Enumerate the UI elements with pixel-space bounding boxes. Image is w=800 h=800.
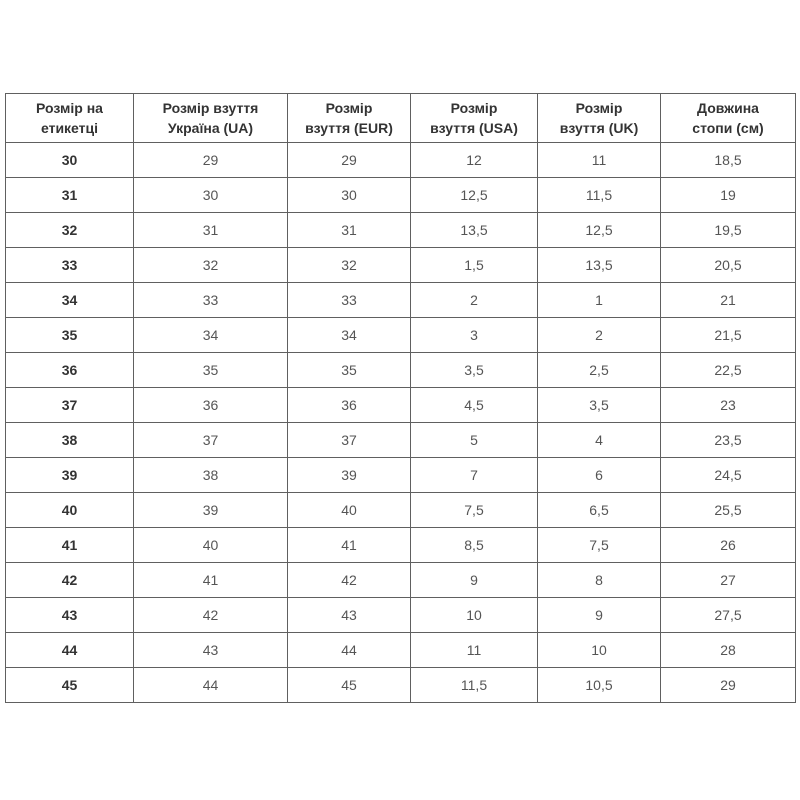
table-cell: 38 [134, 458, 288, 493]
label-size-cell: 40 [6, 493, 134, 528]
table-row [6, 388, 796, 423]
table-cell: 12,5 [411, 178, 538, 213]
table-cell: 4 [538, 423, 661, 458]
table-cell: 13,5 [538, 248, 661, 283]
label-size-cell: 38 [6, 423, 134, 458]
table-cell: 3 [411, 318, 538, 353]
header-cell-foot-length [661, 94, 796, 143]
table-row [6, 283, 796, 318]
table-body [6, 143, 796, 703]
table-cell: 44 [134, 668, 288, 703]
header-row [6, 94, 796, 143]
table-row [6, 143, 796, 178]
table-row [6, 423, 796, 458]
header-line: Розмір [575, 99, 623, 116]
table-cell: 35 [134, 353, 288, 388]
table-row [6, 318, 796, 353]
table-cell: 21,5 [661, 318, 796, 353]
label-size-cell: 35 [6, 318, 134, 353]
label-size-cell: 34 [6, 283, 134, 318]
table-cell: 11 [411, 633, 538, 668]
table-cell: 7 [411, 458, 538, 493]
table-cell: 6,5 [538, 493, 661, 528]
header-line: Довжина [697, 99, 759, 116]
table-cell: 31 [288, 213, 411, 248]
label-size-cell: 31 [6, 178, 134, 213]
table-row [6, 178, 796, 213]
table-cell: 21 [661, 283, 796, 318]
table-cell: 29 [661, 668, 796, 703]
label-size-cell: 42 [6, 563, 134, 598]
table-cell: 8,5 [411, 528, 538, 563]
table-cell: 20,5 [661, 248, 796, 283]
table-cell: 11,5 [538, 178, 661, 213]
header-cell-eur-size [288, 94, 411, 143]
table-cell: 19,5 [661, 213, 796, 248]
table-row [6, 353, 796, 388]
table-cell: 30 [134, 178, 288, 213]
header-cell-usa-size [411, 94, 538, 143]
table-row [6, 563, 796, 598]
table-cell: 12,5 [538, 213, 661, 248]
table-cell: 39 [288, 458, 411, 493]
table-cell: 7,5 [538, 528, 661, 563]
table-cell: 13,5 [411, 213, 538, 248]
table-cell: 19 [661, 178, 796, 213]
table-cell: 23 [661, 388, 796, 423]
label-size-cell: 43 [6, 598, 134, 633]
table-cell: 40 [134, 528, 288, 563]
header-line: стопи (см) [692, 120, 764, 136]
table-cell: 35 [288, 353, 411, 388]
header-line: Розмір взуття [162, 99, 259, 116]
table-cell: 11 [538, 143, 661, 178]
table-cell: 10 [538, 633, 661, 668]
table-row [6, 633, 796, 668]
table-cell: 33 [134, 283, 288, 318]
table-cell: 1,5 [411, 248, 538, 283]
shoe-size-conversion-table [5, 93, 796, 703]
table-cell: 2 [538, 318, 661, 353]
table-cell: 27 [661, 563, 796, 598]
table-row [6, 458, 796, 493]
table-cell: 27,5 [661, 598, 796, 633]
label-size-cell: 39 [6, 458, 134, 493]
table-row [6, 668, 796, 703]
label-size-cell: 33 [6, 248, 134, 283]
header-cell-label-size [6, 94, 134, 143]
table-cell: 42 [288, 563, 411, 598]
table-cell: 18,5 [661, 143, 796, 178]
table-cell: 12 [411, 143, 538, 178]
label-size-cell: 45 [6, 668, 134, 703]
table-cell: 5 [411, 423, 538, 458]
table-row [6, 248, 796, 283]
table-cell: 45 [288, 668, 411, 703]
table-cell: 34 [288, 318, 411, 353]
table-cell: 10,5 [538, 668, 661, 703]
table-cell: 9 [411, 563, 538, 598]
header-line: взуття (USA) [430, 120, 518, 136]
table-header [6, 94, 796, 143]
table-cell: 29 [134, 143, 288, 178]
label-size-cell: 41 [6, 528, 134, 563]
table-cell: 32 [134, 248, 288, 283]
table-cell: 42 [134, 598, 288, 633]
table-cell: 31 [134, 213, 288, 248]
header-cell-ua-size [134, 94, 288, 143]
table-cell: 3,5 [411, 353, 538, 388]
header-line: Розмір [450, 99, 498, 116]
header-line: Україна (UA) [167, 120, 254, 136]
table-cell: 36 [288, 388, 411, 423]
table-cell: 43 [134, 633, 288, 668]
label-size-cell: 37 [6, 388, 134, 423]
header-line: Розмір на [36, 99, 103, 116]
table-cell: 41 [288, 528, 411, 563]
table-cell: 4,5 [411, 388, 538, 423]
table-cell: 22,5 [661, 353, 796, 388]
table-cell: 10 [411, 598, 538, 633]
label-size-cell: 30 [6, 143, 134, 178]
table-row [6, 213, 796, 248]
label-size-cell: 32 [6, 213, 134, 248]
table-cell: 6 [538, 458, 661, 493]
table-row [6, 528, 796, 563]
table-cell: 37 [288, 423, 411, 458]
table-cell: 39 [134, 493, 288, 528]
table-cell: 33 [288, 283, 411, 318]
table-cell: 37 [134, 423, 288, 458]
header-line: взуття (EUR) [305, 120, 393, 136]
table-cell: 8 [538, 563, 661, 598]
table-cell: 43 [288, 598, 411, 633]
table-cell: 40 [288, 493, 411, 528]
table-cell: 2,5 [538, 353, 661, 388]
table-cell: 3,5 [538, 388, 661, 423]
table-cell: 24,5 [661, 458, 796, 493]
table-cell: 41 [134, 563, 288, 598]
table-cell: 44 [288, 633, 411, 668]
table-cell: 2 [411, 283, 538, 318]
table-cell: 28 [661, 633, 796, 668]
header-line: етикетці [40, 120, 99, 136]
table-cell: 30 [288, 178, 411, 213]
table-cell: 11,5 [411, 668, 538, 703]
label-size-cell: 36 [6, 353, 134, 388]
table-cell: 32 [288, 248, 411, 283]
table-row [6, 493, 796, 528]
table-cell: 36 [134, 388, 288, 423]
table-cell: 29 [288, 143, 411, 178]
table-row [6, 598, 796, 633]
table-cell: 9 [538, 598, 661, 633]
table-cell: 25,5 [661, 493, 796, 528]
table-cell: 7,5 [411, 493, 538, 528]
header-cell-uk-size [538, 94, 661, 143]
table-cell: 34 [134, 318, 288, 353]
table-cell: 1 [538, 283, 661, 318]
table-cell: 26 [661, 528, 796, 563]
header-line: Розмір [325, 99, 373, 116]
label-size-cell: 44 [6, 633, 134, 668]
table-cell: 23,5 [661, 423, 796, 458]
header-line: взуття (UK) [559, 120, 639, 136]
